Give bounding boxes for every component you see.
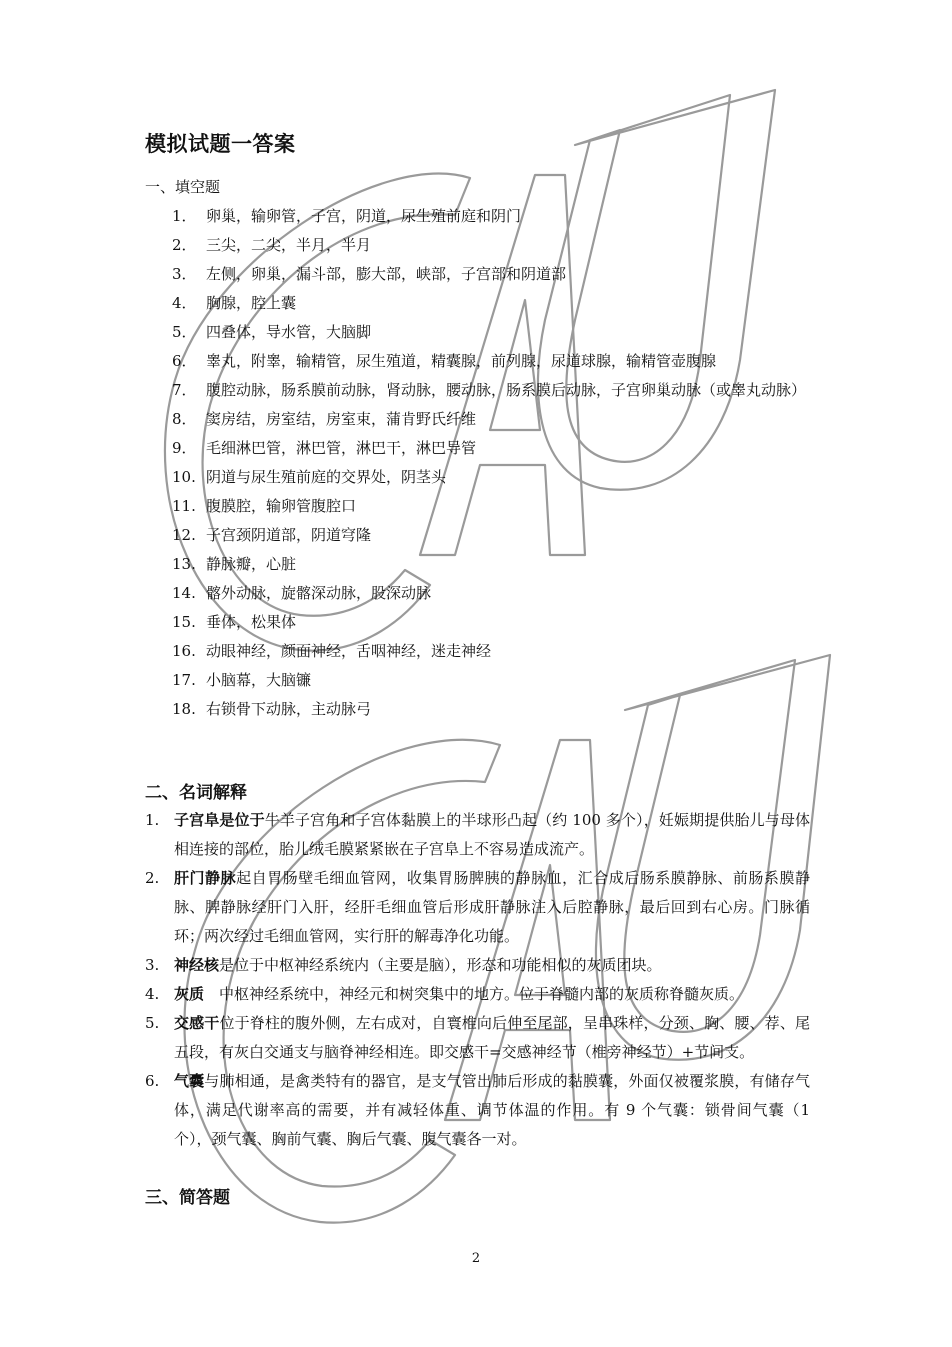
item-answer: 静脉瓣，心脏 [206,555,297,573]
list-item [172,695,812,724]
definitions-list [145,806,810,1154]
list-item [172,405,812,434]
definition-item [145,1009,810,1067]
item-answer: 小脑幕，大脑镰 [206,671,312,689]
item-answer: 卵巢，输卵管，子宫，阴道，尿生殖前庭和阴门 [206,207,522,225]
item-number: 9． [172,439,197,457]
definition-item [145,951,810,980]
definition-body [174,1067,810,1154]
item-answer: 子宫颈阴道部，阴道穹隆 [206,526,372,544]
definition-body [174,806,810,864]
page-title: 模拟试题一答案 [145,132,296,156]
item-number: 12. [172,526,196,544]
definition-body [174,864,810,951]
definition-body [174,951,810,980]
definition-item [145,980,810,1009]
definition-item [145,806,810,864]
item-answer: 三尖，二尖，半月，半月 [206,236,372,254]
item-number: 4. [145,985,160,1003]
definition-text: 位于脊柱的腹外侧，左右成对，自寰椎向后伸至尾部，呈串珠样，分颈、胸、腰、荐、尾五段，有灰白交通支与脑脊神经相连。即交感干=交感神经节（椎旁神经节）+节间支。 [174,1014,810,1061]
definition-text: 与肺相通，是禽类特有的器官，是支气管出肺后形成的黏膜囊，外面仅被覆浆膜，有储存气体，满足代谢率高的需要，并有减轻体重、调节体温的作用。有 9 个气囊：锁骨间气囊（1 个），颈气囊、胸前气囊、胸后气囊、腹气囊各一对。 [174,1072,810,1148]
item-number: 14. [172,584,196,602]
list-item [172,231,812,260]
definition-text: 牛羊子宫角和子宫体黏膜上的半球形凸起（约 100 多个），妊娠期提供胎儿与母体相连接的部位，胎儿绒毛膜紧紧嵌在子宫阜上不容易造成流产。 [174,811,810,858]
item-number: 16. [172,642,196,660]
list-item [172,376,812,405]
list-item [172,289,812,318]
definition-term: 神经核 [174,956,220,974]
item-number: 2． [172,236,197,254]
definition-term: 交感干 [174,1014,220,1032]
list-item [172,463,812,492]
list-item [172,260,812,289]
item-answer: 左侧，卵巢，漏斗部，膨大部，峡部，子宫部和阴道部 [206,265,567,283]
section-definitions-heading: 二、名词解释 [145,783,247,803]
list-item [172,202,812,231]
item-answer: 四叠体，导水管，大脑脚 [206,323,372,341]
definition-term: 灰质 [174,985,205,1003]
item-number: 5． [172,323,197,341]
definition-term: 气囊 [174,1072,205,1090]
definition-item [145,1067,810,1154]
list-item [172,318,812,347]
item-number: 15. [172,613,196,631]
item-number: 17. [172,671,196,689]
item-answer: 阴道与尿生殖前庭的交界处，阴茎头 [206,468,447,486]
fill-blank-list [172,202,812,724]
item-answer: 毛细淋巴管，淋巴管，淋巴干，淋巴导管 [206,439,477,457]
item-number: 5. [145,1014,160,1032]
item-answer: 腹腔动脉，肠系膜前动脉，肾动脉，腰动脉，肠系膜后动脉，子宫卵巢动脉（或睾丸动脉） [206,381,807,399]
item-answer: 垂体，松果体 [206,613,297,631]
item-number: 3. [145,956,160,974]
section-fill-blank-heading: 一、填空题 [145,178,221,196]
item-answer: 窦房结，房室结，房室束，蒲肯野氏纤维 [206,410,477,428]
list-item [172,637,812,666]
page-number: 2 [471,1251,481,1266]
item-answer: 睾丸，附睾，输精管，尿生殖道，精囊腺，前列腺，尿道球腺，输精管壶腹腺 [206,352,717,370]
list-item [172,434,812,463]
definition-text: 是位于中枢神经系统内（主要是脑），形态和功能相似的灰质团块。 [219,956,662,974]
definition-term: 子宫阜是位于 [174,811,265,829]
item-number: 6． [172,352,197,370]
item-number: 1． [172,207,197,225]
item-number: 11. [172,497,196,515]
list-item [172,579,812,608]
definition-text: 中枢神经系统中，神经元和树突集中的地方。位于脊髓内部的灰质称脊髓灰质。 [204,985,745,1003]
item-answer: 动眼神经，颜面神经，舌咽神经，迷走神经 [206,642,492,660]
item-answer: 右锁骨下动脉，主动脉弓 [206,700,372,718]
section-short-answer-heading: 三、简答题 [145,1188,230,1208]
item-number: 8． [172,410,197,428]
definition-text: 起自胃肠壁毛细血管网，收集胃肠脾胰的静脉血，汇合成后肠系膜静脉、前肠系膜静脉、脾静脉经肝门入肝，经肝毛细血管后形成肝静脉注入后腔静脉，最后回到右心房。门脉循环；两次经过毛细血管网，实行肝的解毒净化功能。 [174,869,810,945]
item-answer: 胸腺，腔上囊 [206,294,297,312]
item-number: 13. [172,555,196,573]
list-item [172,666,812,695]
list-item [172,492,812,521]
item-number: 18. [172,700,196,718]
item-answer: 髂外动脉，旋髂深动脉，股深动脉 [206,584,432,602]
item-answer: 腹膜腔，输卵管腹腔口 [206,497,357,515]
list-item [172,521,812,550]
list-item [172,608,812,637]
item-number: 4． [172,294,197,312]
definition-term: 肝门静脉 [174,869,237,887]
item-number: 10. [172,468,196,486]
item-number: 6. [145,1072,160,1090]
item-number: 3． [172,265,197,283]
list-item [172,550,812,579]
item-number: 2. [145,869,160,887]
list-item [172,347,812,376]
definition-body [174,1009,810,1067]
definition-body [174,980,810,1009]
item-number: 1. [145,811,160,829]
definition-item [145,864,810,951]
item-number: 7． [172,381,197,399]
